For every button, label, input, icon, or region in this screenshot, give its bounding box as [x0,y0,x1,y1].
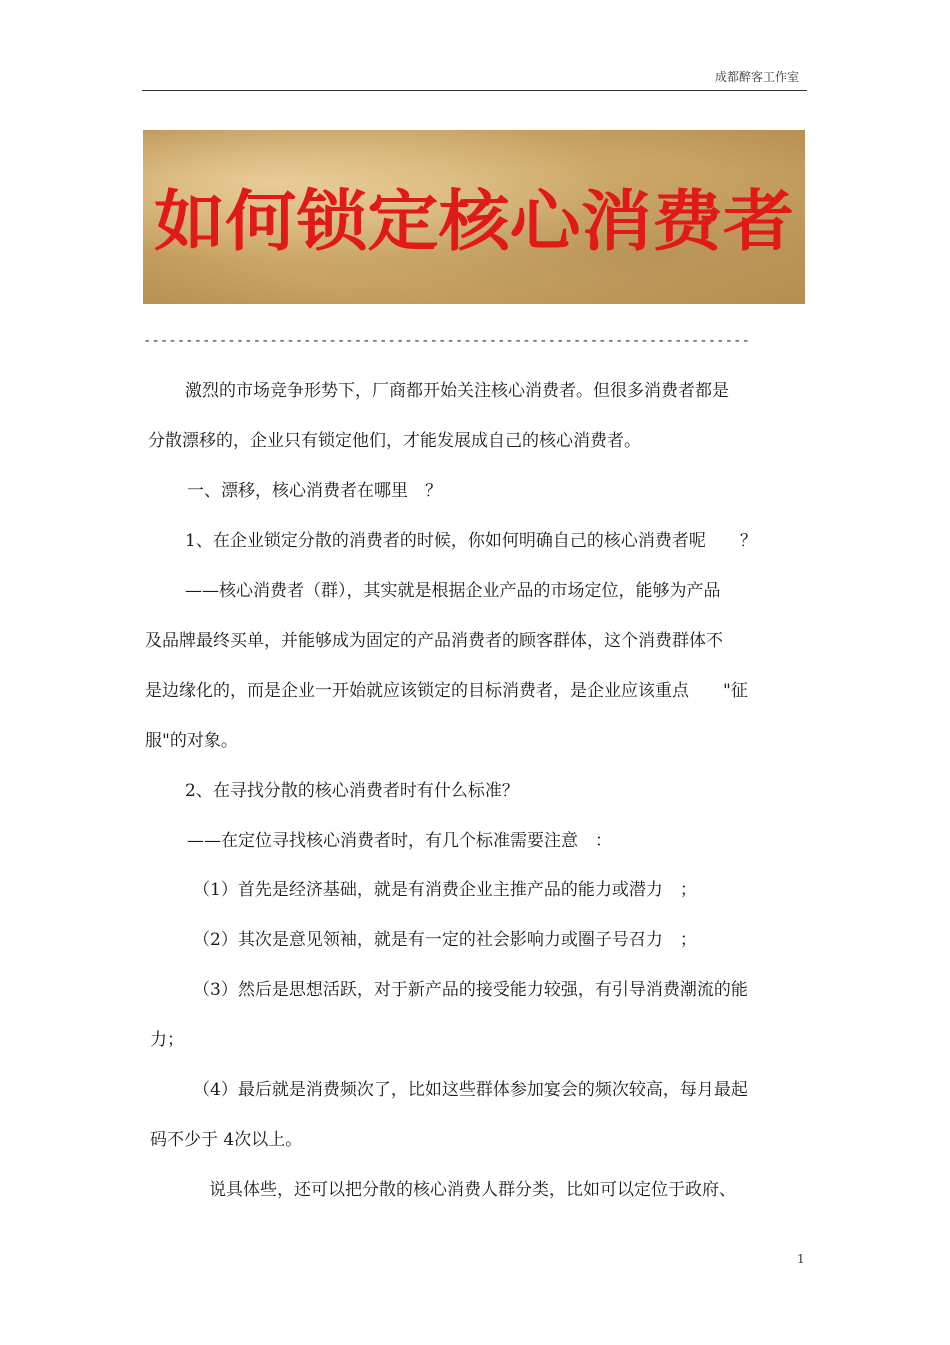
list-item-continuation: 码不少于 4次以上。 [150,1130,303,1150]
list-item: （2）其次是意见领袖，就是有一定的社会影响力或圈子号召力 ； [193,930,697,950]
paragraph-line: 及品牌最终买单，并能够成为固定的产品消费者的顾客群体，这个消费群体不 [145,631,723,651]
page-number: 1 [797,1252,805,1266]
dashed-separator: ------------------------------------------------------------------------ [143,333,750,349]
list-item: （1）首先是经济基础，就是有消费企业主推产品的能力或潜力 ； [193,880,697,900]
banner-title: 如何锁定核心消费者 [154,183,794,260]
header-rule [142,90,807,91]
paragraph-line: 激烈的市场竞争形势下，厂商都开始关注核心消费者。但很多消费者都是 [185,381,729,401]
question-heading: 1、在企业锁定分散的消费者的时候，你如何明确自己的核心消费者呢 ？ [185,531,757,551]
banner-title-svg [143,130,805,304]
title-banner [143,130,805,304]
header-studio-name: 成都醉客工作室 [714,70,799,84]
question-heading: 2、在寻找分散的核心消费者时有什么标准？ [185,781,519,801]
paragraph-line: ——核心消费者（群），其实就是根据企业产品的市场定位，能够为产品 [185,581,721,601]
section-heading: 一、漂移，核心消费者在哪里 ？ [187,481,442,501]
paragraph-line: ——在定位寻找核心消费者时，有几个标准需要注意 ： [187,831,612,851]
list-item: （3）然后是思想活跃，对于新产品的接受能力较强，有引导消费潮流的能 [193,980,748,1000]
page-header [142,66,807,92]
paragraph-line: 分散漂移的，企业只有锁定他们，才能发展成自己的核心消费者。 [148,431,641,451]
list-item-continuation: 力； [150,1030,184,1050]
list-item: （4）最后就是消费频次了，比如这些群体参加宴会的频次较高，每月最起 [193,1080,748,1100]
paragraph-line: 说具体些，还可以把分散的核心消费人群分类，比如可以定位于政府、 [209,1180,736,1200]
paragraph-line: 是边缘化的，而是企业一开始就应该锁定的目标消费者，是企业应该重点 "征 [145,681,748,701]
paragraph-line: 服"的对象。 [145,731,238,751]
